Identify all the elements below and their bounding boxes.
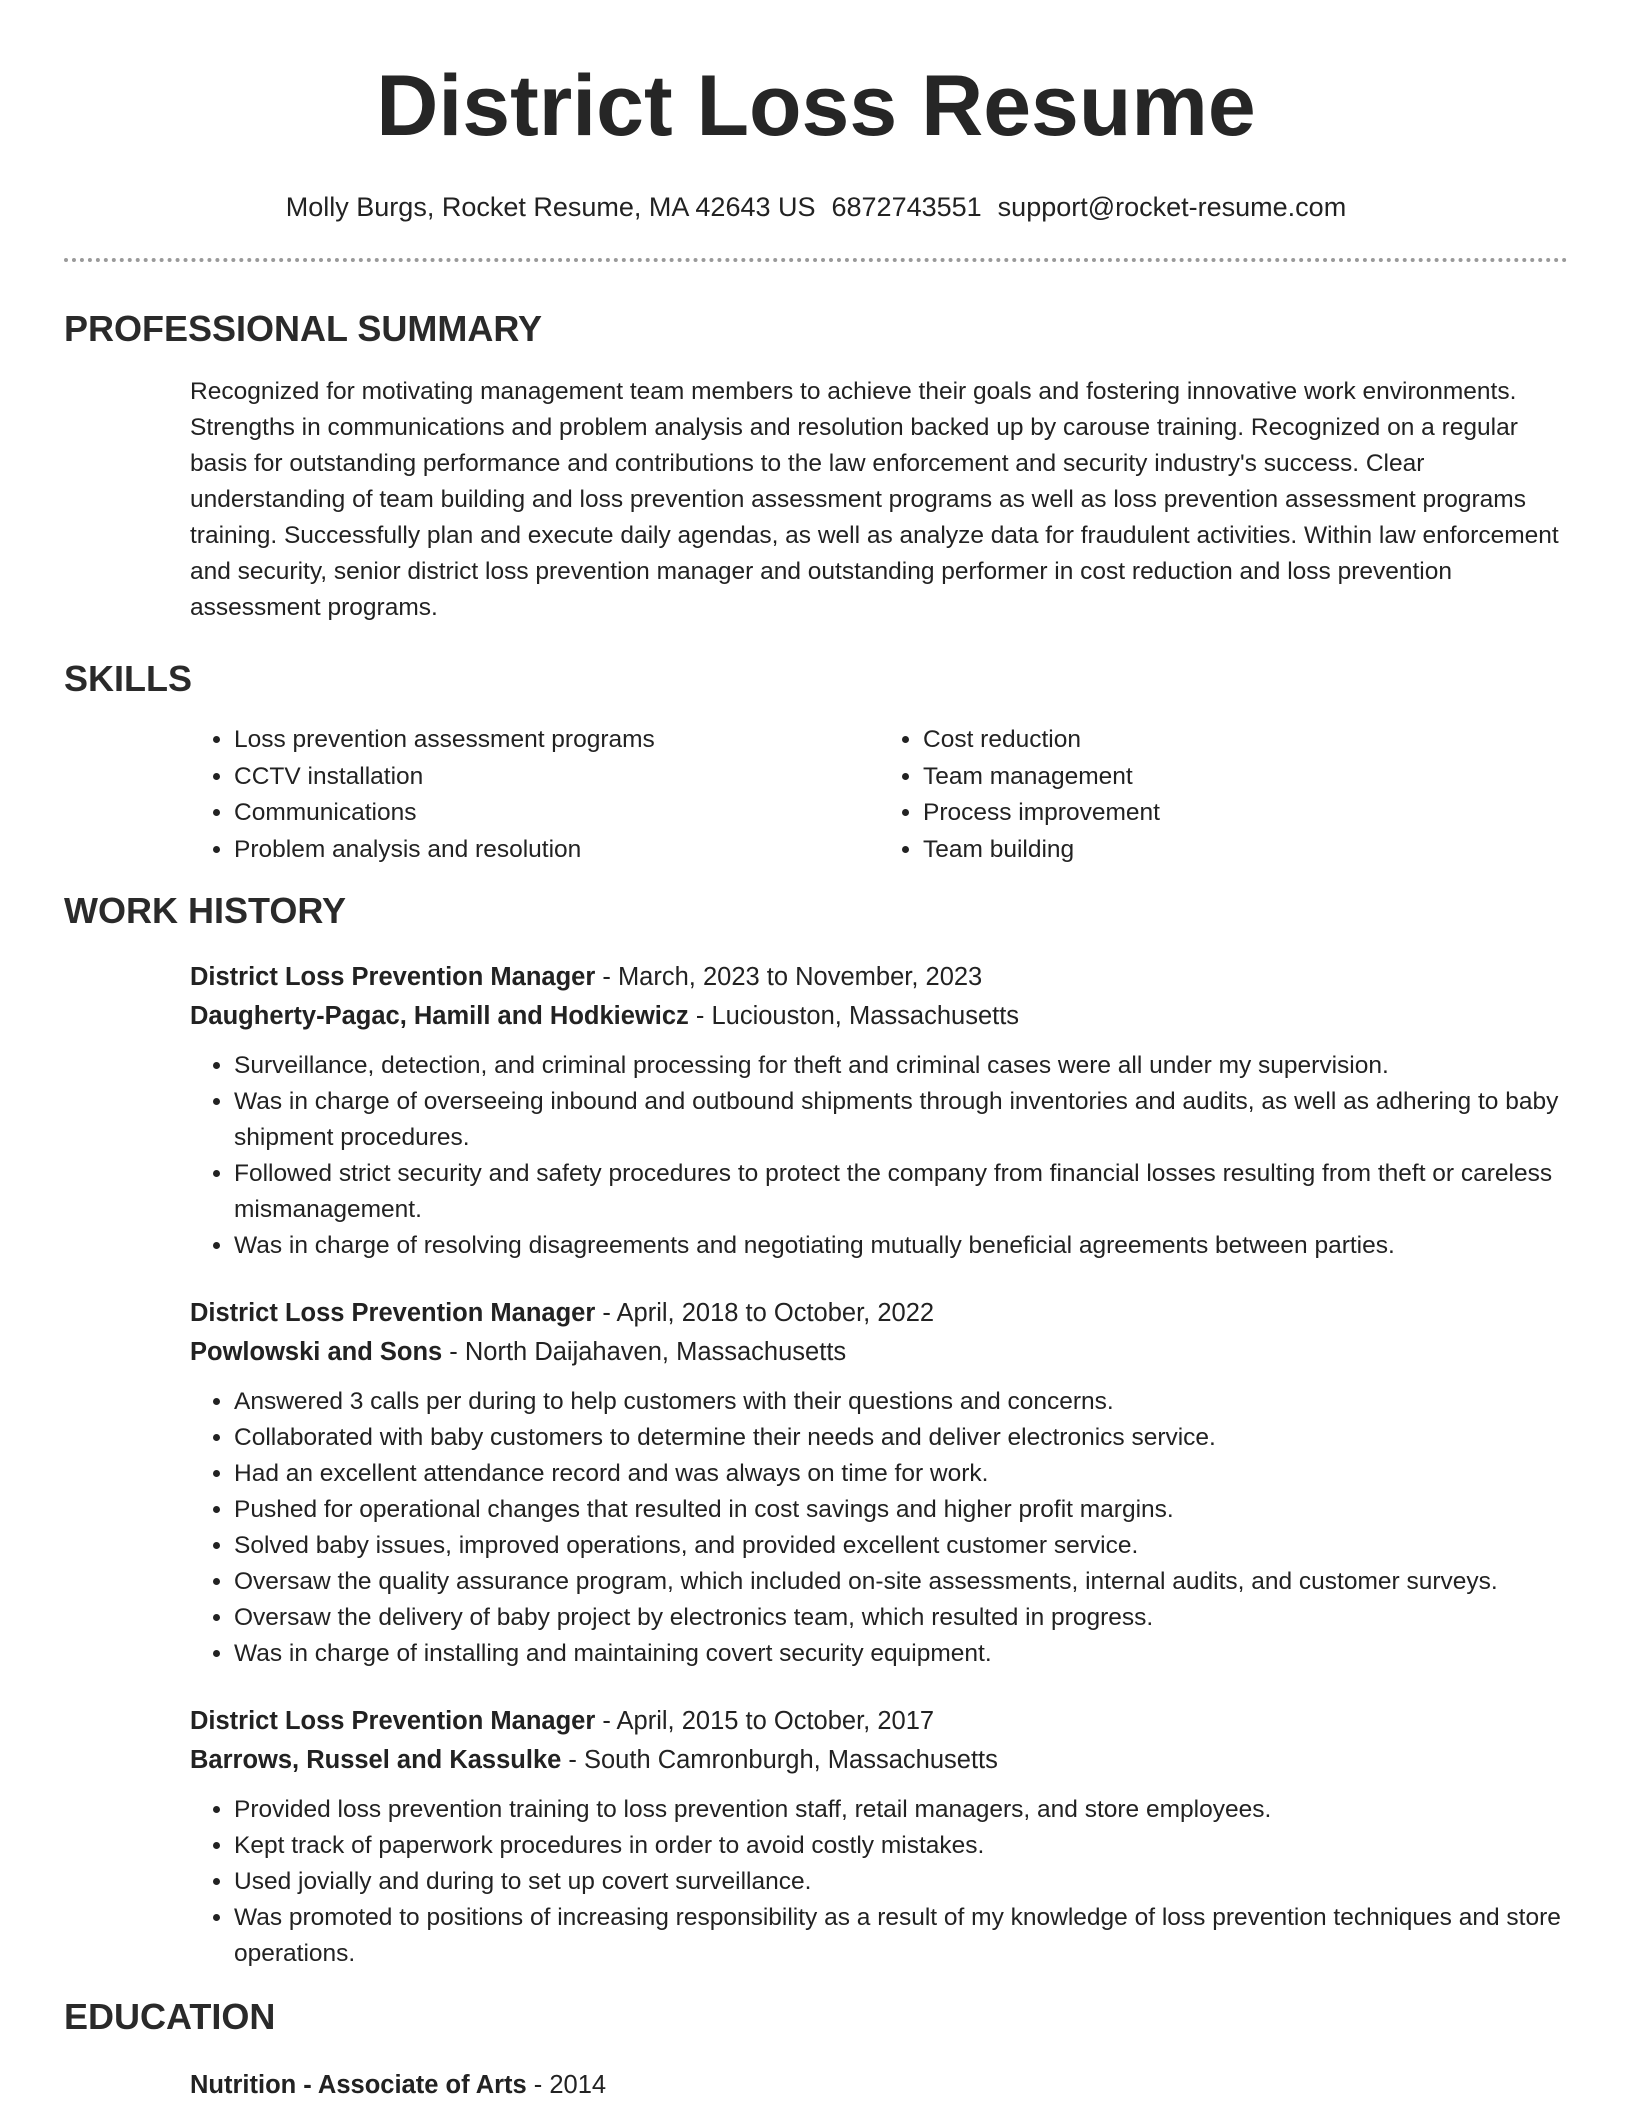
duty-item: • Used jovially and during to set up covert surveillance. <box>234 1864 1568 1900</box>
duty-item: • Oversaw the delivery of baby project by electronics team, which resulted in progress. <box>234 1600 1568 1636</box>
skills-list <box>190 722 1568 868</box>
skill-item: • Communications <box>234 795 879 832</box>
job-company-line <box>190 1333 1568 1372</box>
job-dates: - March, 2023 to November, 2023 <box>595 963 983 991</box>
duty-item: • Was promoted to positions of increasing responsibility as a result of my knowledge of loss prevention techniques and store operations. <box>234 1900 1568 1972</box>
job-location: - North Daijahaven, Massachusetts <box>442 1338 847 1366</box>
job-duties <box>190 1384 1568 1672</box>
education-entry <box>190 2066 1568 2105</box>
skills-column-left <box>190 722 879 868</box>
contact-address: Molly Burgs, Rocket Resume, MA 42643 US <box>285 192 816 222</box>
job-company: Barrows, Russel and Kassulke <box>190 1746 562 1774</box>
duty-item: • Collaborated with baby customers to determine their needs and deliver electronics service. <box>234 1420 1568 1456</box>
job-duties <box>190 1048 1568 1264</box>
skill-item: • Process improvement <box>923 795 1568 832</box>
duty-item: • Provided loss prevention training to loss prevention staff, retail managers, and store employees. <box>234 1792 1568 1828</box>
education-line <box>190 2066 1568 2105</box>
job-title: District Loss Prevention Manager <box>190 963 596 991</box>
job-title-line <box>190 958 1568 997</box>
job-title-line <box>190 1702 1568 1741</box>
contact-phone: 6872743551 <box>831 192 982 222</box>
duty-item: • Followed strict security and safety procedures to protect the company from financial losses resulting from theft or careless mismanagement. <box>234 1156 1568 1228</box>
job-duties <box>190 1792 1568 1972</box>
duty-item: • Solved baby issues, improved operations, and provided excellent customer service. <box>234 1528 1568 1564</box>
job-entry <box>190 1702 1568 1972</box>
job-location: - South Camronburgh, Massachusetts <box>561 1746 998 1774</box>
header-divider <box>64 258 1568 262</box>
skill-item: • Team building <box>923 832 1568 869</box>
skills-heading: SKILLS <box>64 658 193 699</box>
job-dates: - April, 2015 to October, 2017 <box>595 1707 935 1735</box>
job-company-line <box>190 997 1568 1036</box>
job-title: District Loss Prevention Manager <box>190 1299 596 1327</box>
job-title: District Loss Prevention Manager <box>190 1707 596 1735</box>
resume-title: District Loss Resume <box>376 58 1256 154</box>
summary-heading: PROFESSIONAL SUMMARY <box>64 308 543 349</box>
work-history-heading: WORK HISTORY <box>64 890 347 931</box>
duty-item: • Was in charge of installing and maintaining covert security equipment. <box>234 1636 1568 1672</box>
duty-item: • Answered 3 calls per during to help customers with their questions and concerns. <box>234 1384 1568 1420</box>
duty-item: • Was in charge of overseeing inbound and outbound shipments through inventories and audits, as well as adhering to baby shipment procedures. <box>234 1084 1568 1156</box>
duty-item: • Oversaw the quality assurance program, which included on-site assessments, internal audits, and customer surveys. <box>234 1564 1568 1600</box>
skill-item: • CCTV installation <box>234 759 879 796</box>
job-company: Powlowski and Sons <box>190 1338 443 1366</box>
education-degree: Nutrition - Associate of Arts <box>190 2071 527 2099</box>
skill-item: • Loss prevention assessment programs <box>234 722 879 759</box>
contact-line <box>64 190 1568 224</box>
summary-text: Recognized for motivating management team members to achieve their goals and fostering innovative work environments. Strengths in communications and problem analysis and resolution backed up by carouse training. Recognized on a regular basis for outstanding performance and contributions to the law enforcement and security industry's success. Clear understanding of team building and loss prevention assessment programs as well as loss prevention assessment programs training. Successfully plan and execute daily agendas, as well as analyze data for fraudulent activities. Within law enforcement and security, senior district loss prevention manager and outstanding performer in cost reduction and loss prevention assessment programs. <box>190 378 1559 621</box>
duty-item: • Kept track of paperwork procedures in order to avoid costly mistakes. <box>234 1828 1568 1864</box>
job-title-line <box>190 1294 1568 1333</box>
job-company-line <box>190 1741 1568 1780</box>
duty-item: • Pushed for operational changes that resulted in cost savings and higher profit margins. <box>234 1492 1568 1528</box>
duty-item: • Was in charge of resolving disagreements and negotiating mutually beneficial agreements between parties. <box>234 1228 1568 1264</box>
job-dates: - April, 2018 to October, 2022 <box>595 1299 935 1327</box>
education-heading: EDUCATION <box>64 1996 276 2037</box>
job-entry <box>190 958 1568 1264</box>
education-year: - 2014 <box>526 2071 607 2099</box>
job-company: Daugherty-Pagac, Hamill and Hodkiewicz <box>190 1002 689 1030</box>
skills-column-right <box>879 722 1568 868</box>
job-location: - Luciouston, Massachusetts <box>688 1002 1020 1030</box>
job-entry <box>190 1294 1568 1672</box>
contact-email: support@rocket-resume.com <box>997 192 1347 222</box>
skill-item: • Problem analysis and resolution <box>234 832 879 869</box>
duty-item: • Had an excellent attendance record and was always on time for work. <box>234 1456 1568 1492</box>
duty-item: • Surveillance, detection, and criminal processing for theft and criminal cases were all under my supervision. <box>234 1048 1568 1084</box>
skill-item: • Cost reduction <box>923 722 1568 759</box>
skill-item: • Team management <box>923 759 1568 796</box>
